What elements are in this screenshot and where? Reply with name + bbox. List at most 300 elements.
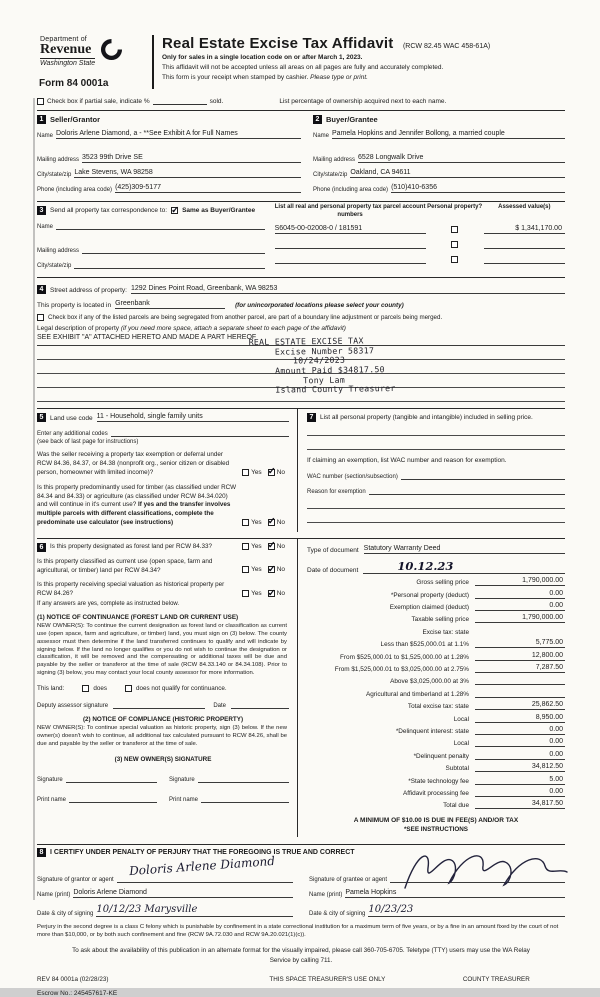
spacer [37, 230, 265, 239]
blank-line[interactable] [307, 509, 565, 523]
header-note-2: This affidavit will not be accepted unless all areas on all pages are fully and accurately completed. [162, 64, 444, 72]
fin-row-subtotal [307, 760, 565, 772]
reason-exemption-label: Reason for exemption [307, 489, 366, 496]
parcel-number-header: List all real and personal property tax parcel account numbers [274, 204, 426, 218]
personal-property-header: Personal property? [427, 204, 483, 211]
agency-name [40, 36, 95, 67]
legal-description-label: Legal description of property [37, 325, 121, 333]
financial-column [297, 539, 565, 837]
this-land-label: This land: [37, 684, 65, 692]
spacer [37, 139, 301, 148]
located-in-row [37, 300, 565, 309]
fin-label: From $1,525,000.01 to $3,025,000.00 at 2.75% [334, 666, 469, 673]
notice-2-title: (2) NOTICE OF COMPLIANCE (HISTORIC PROPERTY) [82, 715, 244, 723]
parcel-number-field[interactable] [275, 240, 426, 249]
if-yes-note: If any answers are yes, complete as instructed below. [37, 601, 180, 608]
personal-property-checkbox[interactable] [451, 226, 458, 233]
fin-value[interactable]: 0.00 [475, 788, 565, 797]
correspondence-name-row [37, 221, 265, 230]
buyer-city-field[interactable]: Oakland, CA 94611 [350, 169, 565, 178]
yes-label: Yes [251, 468, 262, 476]
seller-phone-label: Phone (including area code) [37, 187, 113, 194]
fin-value[interactable]: 5.00 [475, 776, 565, 785]
yes-label: Yes [251, 518, 262, 526]
ownership-percentage-note: List percentage of ownership acquired next to each name. [279, 98, 447, 105]
stamp-excise-number: Excise Number 58317 [274, 345, 375, 357]
fin-row-total-excise-state [307, 698, 565, 710]
fin-value[interactable]: 34,812.50 [475, 763, 565, 772]
fin-label: *Personal property (deduct) [390, 591, 469, 599]
land-use-code-field[interactable]: 11 - Household, single family units [97, 413, 289, 422]
fin-value[interactable]: 0.00 [475, 738, 565, 747]
historic-question: Is this property receiving special valuation as historical property per RCW 84.26? [37, 581, 225, 598]
owner-signature-1-field[interactable] [66, 774, 157, 783]
dor-swirl-icon [100, 38, 123, 61]
section-4 [37, 277, 565, 402]
escrow-number: Escrow No.: 245457617-KE [37, 989, 118, 997]
additional-codes-field[interactable] [111, 428, 289, 437]
fin-value[interactable]: 0.00 [475, 602, 565, 611]
fin-label: Exemption claimed (deduct) [389, 604, 469, 612]
seller-phone-row [37, 184, 301, 193]
personal-property-cell [426, 226, 484, 234]
located-in-field[interactable]: Greenbank [115, 300, 225, 309]
segregated-row [37, 314, 565, 321]
yes-label: Yes [251, 542, 262, 550]
fin-label: Less than $525,000.01 at 1.1% [380, 641, 469, 649]
fin-value[interactable]: 8,950.00 [475, 714, 565, 723]
fin-label: Local [453, 740, 469, 748]
section-1-number: 1 [37, 115, 46, 124]
deputy-date-label: Date [213, 702, 226, 709]
seller-city-row [37, 169, 301, 178]
buyer-mailing-label: Mailing address [313, 157, 356, 164]
fin-label: Total excise tax: state [407, 703, 469, 711]
fin-label: Gross selling price [416, 579, 469, 587]
partial-sale-percent-field[interactable] [153, 97, 207, 105]
timber-question-bold: If yes and the transfer involves multiple parcels with different classifications, complete the predominate use calculator (see instructions) [37, 501, 231, 527]
buyer-header [313, 115, 565, 124]
dor-logo [40, 36, 123, 67]
no-label: No [276, 468, 285, 476]
fin-label: *Delinquent penalty [413, 752, 469, 760]
forest-question-block [37, 543, 289, 552]
fin-row-affidavit-processing-fee [307, 785, 565, 797]
timber-question [37, 484, 242, 528]
seller-grantor-block [37, 113, 301, 193]
fin-row-exemption-claimed [307, 599, 565, 611]
fin-label: Taxable selling price [411, 616, 469, 624]
print-name-label: Print name [169, 796, 199, 803]
buyer-phone-field[interactable]: (510)410-6356 [391, 184, 565, 193]
fin-value[interactable]: 5,775.00 [475, 639, 565, 648]
fin-row-personal-property-deduct [307, 586, 565, 598]
historic-question-block [37, 581, 289, 599]
fin-label: Local [453, 715, 469, 723]
stamp-date: 10/24/2023 [292, 355, 346, 367]
buyer-city-label: City/state/zip [313, 172, 348, 179]
parcel-table [275, 204, 565, 269]
type-of-document-label: Type of document [307, 546, 359, 554]
correspondence-mailing-label: Mailing address [37, 248, 80, 255]
fin-value[interactable]: 0.00 [475, 751, 565, 760]
treasurer-space-label: THIS SPACE TREASURER'S USE ONLY [269, 975, 386, 983]
historic-no-checkbox[interactable] [268, 590, 275, 597]
notice-3-title: (3) NEW OWNER(S) SIGNATURE [114, 755, 212, 763]
reason-exemption-field[interactable] [369, 486, 565, 495]
timber-no-checkbox[interactable] [268, 519, 275, 526]
section-3-number: 3 [37, 206, 46, 215]
agency-line-1: Department of [40, 36, 87, 43]
date-of-document-row [307, 556, 565, 574]
correspondence-block [37, 204, 275, 269]
exemption-no-checkbox[interactable] [268, 469, 275, 476]
timber-question-block [37, 484, 289, 528]
partial-sale-checkbox[interactable] [37, 98, 44, 105]
section-8 [37, 844, 565, 917]
legal-description-note: (if you need more space, attach a separate sheet to each page of the affidavit) [120, 325, 346, 333]
personal-property-checkbox[interactable] [451, 241, 458, 248]
grantor-print-name-row [37, 889, 293, 898]
parcel-row [275, 249, 565, 264]
fin-row-delinquent-interest-state [307, 723, 565, 735]
current-use-question-block [37, 558, 289, 576]
stamp-amount-paid: Amount Paid $34817.50 [274, 364, 385, 376]
stamp-treasurer: Island County Treasurer [275, 383, 396, 396]
parcel-table-header [275, 204, 565, 219]
personal-property-cell [426, 256, 484, 264]
type-of-document-row [307, 545, 565, 554]
fin-value[interactable]: 25,862.50 [475, 701, 565, 710]
fin-row-total-excise-local [307, 710, 565, 722]
land-does-not-checkbox[interactable] [125, 685, 132, 692]
legal-description-field[interactable]: SEE EXHIBIT "A" ATTACHED HERETO AND MADE A PART HEREOF [37, 334, 565, 346]
same-as-buyer-label: Same as Buyer/Grantee [182, 207, 256, 215]
grantor-signature-handwriting: Doloris Arlene Diamond [128, 854, 276, 879]
blank-line[interactable] [307, 422, 565, 436]
wac-exemption-note: If claiming an exemption, list WAC number and reason for exemption. [307, 457, 507, 465]
timber-question-text: Is this property predominantly used for timber (as classified under RCW 84.34 and 84.33) or agriculture (as classified under RCW 84.34.020) and will continue in it's current use? [37, 483, 237, 509]
fin-row-excise-tax-state [307, 623, 565, 635]
partial-sale-label: Check box if partial sale, indicate % [47, 98, 150, 105]
assessed-value-field[interactable] [484, 240, 565, 249]
fin-row-total-due [307, 797, 565, 809]
fin-value[interactable]: 7,287.50 [475, 664, 565, 673]
correspondence-mailing-field[interactable] [82, 245, 265, 254]
yes-label: Yes [251, 590, 262, 598]
seller-city-label: City/state/zip [37, 172, 72, 179]
fin-row-tier-1 [307, 636, 565, 648]
land-does-not-label: does not qualify for continuance. [135, 684, 227, 692]
fin-row-tier-4 [307, 673, 565, 685]
wac-number-row [307, 471, 565, 480]
grantee-print-name-field[interactable]: Pamela Hopkins [345, 889, 565, 898]
fin-label: Agricultural and timberland at 1.28% [365, 690, 469, 698]
grantee-signature-label: Signature of grantee or agent [309, 877, 388, 884]
date-of-document-label: Date of document [307, 566, 359, 574]
fin-row-state-technology-fee [307, 772, 565, 784]
legal-description-label-row [37, 325, 565, 332]
no-label: No [276, 542, 285, 550]
signature-label: Signature [169, 776, 195, 783]
scan-artifact-line [33, 98, 35, 900]
bottom-row [37, 976, 565, 983]
grantee-signature-row [309, 866, 565, 883]
assessed-value-field[interactable]: $ 1,341,170.00 [484, 225, 565, 234]
grantor-date-field[interactable]: 10/12/23 Marysville [96, 904, 293, 917]
see-instructions-note: *SEE INSTRUCTIONS [403, 826, 469, 834]
form-number: Form 84 0001a [39, 78, 109, 89]
correspondence-city-field[interactable] [74, 260, 264, 269]
owner-signature-2-field[interactable] [198, 774, 289, 783]
section-7 [297, 409, 565, 532]
buyer-mailing-field[interactable]: 6528 Longwalk Drive [358, 154, 565, 163]
seller-city-field[interactable]: Lake Stevens, WA 98258 [74, 169, 301, 178]
header-note-3a: This form is your receipt when stamped by cashier. [162, 74, 311, 82]
assessed-value-header: Assessed value(s) [498, 204, 551, 211]
new-owner-print-row [37, 794, 289, 803]
forest-question: Is this property designated as forest land per RCW 84.33? [50, 542, 213, 550]
no-label: No [276, 566, 285, 574]
fin-label: Total due [443, 802, 469, 810]
correspondence-name-field[interactable] [56, 221, 265, 230]
form-title: Real Estate Excise Tax Affidavit [162, 35, 394, 52]
parties-section [37, 110, 565, 193]
county-treasurer-label: COUNTY TREASURER [462, 975, 530, 983]
notice-2-body: NEW OWNER(S): To continue special valuation as historic property, sign (3) below. If the new owner(s) doesn't wish to continue, all additional tax calculated pursuant to RCW 84.26, shall be due and payable by the seller or transferor at the time of sale. [37, 724, 287, 747]
grantee-date-label: Date & city of signing [309, 910, 366, 917]
form-header [37, 33, 565, 93]
form-content [37, 33, 565, 997]
owner-print-2 [169, 794, 289, 803]
current-use-yes-checkbox[interactable] [242, 566, 249, 573]
forest-yes-checkbox[interactable] [242, 543, 249, 550]
additional-codes-note: (see back of last page for instructions) [37, 439, 139, 446]
land-use-row [37, 413, 289, 422]
land-does-checkbox[interactable] [82, 685, 89, 692]
correspondence-name-label: Name [37, 224, 54, 231]
blank-line[interactable] [307, 495, 565, 509]
parcel-number-field[interactable] [275, 255, 426, 264]
seller-title: Seller/Grantor [50, 115, 101, 124]
signature-label: Signature [37, 776, 63, 783]
fin-label: From $525,000.01 to $1,525,000.00 at 1.28% [340, 653, 469, 661]
fin-value[interactable]: 0.00 [475, 590, 565, 599]
parcel-row [275, 234, 565, 249]
owner-print-1 [37, 794, 157, 803]
fin-value [475, 627, 565, 636]
same-as-buyer-checkbox[interactable] [171, 207, 178, 214]
section-6-number: 6 [37, 543, 46, 552]
seller-name-field[interactable]: Doloris Arlene Diamond, a - **See Exhibit A for Full Names [56, 130, 301, 139]
grantee-date-row [309, 904, 565, 917]
street-address-field[interactable]: 1292 Dines Point Road, Greenbank, WA 98253 [131, 285, 565, 294]
owner-signature-1 [37, 774, 157, 783]
exemption-question: Was the seller receiving a property tax exemption or deferral under RCW 84.36, 84.37, or 84.38 (nonprofit org., senior citizen or disabled person, homeowner with limited income)? [37, 451, 230, 476]
grantee-signature-block [309, 860, 565, 917]
timber-yes-no [242, 519, 289, 528]
type-of-document-field[interactable]: Statutory Warranty Deed [364, 545, 565, 554]
deputy-assessor-label: Deputy assessor signature [37, 702, 109, 709]
historic-yes-no [242, 590, 289, 599]
buyer-mailing-row [313, 154, 565, 163]
title-block [162, 35, 565, 83]
new-owner-signature-row [37, 774, 289, 783]
segregated-label: Check box if any of the listed parcels are being segregated from another parcel, are part of a boundary line adjustment or parcels being merged. [48, 314, 443, 322]
perjury-note: Perjury in the second degree is a class C felony which is punishable by confinement in a state correctional institution for a maximum term of five years, or by a fine in an amount fixed by the court of not more than $10,000, or by both such confinement and fine (RCW 9A.72.030 and RCW 9A.20.021(1)(c)). [37, 923, 559, 939]
fin-value[interactable]: 0.00 [475, 726, 565, 735]
legal-description-area [37, 334, 565, 402]
certification-text: I CERTIFY UNDER PENALTY OF PERJURY THAT THE FOREGOING IS TRUE AND CORRECT [50, 849, 355, 857]
historic-yes-checkbox[interactable] [242, 590, 249, 597]
personal-property-cell [426, 241, 484, 249]
grantor-signature-block [37, 854, 293, 917]
fin-label: Excise tax: state [422, 628, 469, 636]
correspondence-mailing-row [37, 245, 265, 254]
owner-signature-2 [169, 774, 289, 783]
this-land-row [37, 685, 289, 692]
grantor-signature-label: Signature of grantor or agent [37, 877, 114, 884]
personal-property-checkbox[interactable] [451, 256, 458, 263]
current-use-question: Is this property classified as current use (open space, farm and agricultural, or timber) land per RCW 84.34? [37, 557, 213, 574]
fin-row-tier-3 [307, 661, 565, 673]
correspondence-city-row [37, 260, 265, 269]
fin-label: Affidavit processing fee [403, 789, 469, 797]
fin-label: Above $3,025,000.00 at 3% [390, 678, 469, 686]
section-6-financial [37, 538, 565, 837]
fin-value[interactable] [475, 676, 565, 685]
wac-number-field[interactable] [401, 471, 565, 480]
land-use-label: Land use code [50, 415, 93, 423]
grantee-print-name-row [309, 889, 565, 898]
seller-mailing-field[interactable]: 3523 99th Drive SE [82, 154, 301, 163]
partial-sale-row [37, 97, 565, 105]
fin-row-delinquent-interest-local [307, 735, 565, 747]
personal-property-label: List all personal property (tangible and intangible) included in selling price. [320, 414, 533, 422]
personal-property-header-row [307, 413, 565, 422]
buyer-grantee-block [301, 113, 565, 193]
fin-row-tier-2 [307, 648, 565, 660]
header-note-1: Only for sales in a single location code on or after March 1, 2023. [162, 54, 363, 61]
fin-value[interactable]: 1,790,000.00 [475, 614, 565, 623]
fin-row-delinquent-penalty [307, 747, 565, 759]
correspondence-city-label: City/state/zip [37, 263, 72, 270]
parcel-number-field[interactable]: S6045-00-02008-0 / 181591 [275, 225, 426, 234]
header-note-3b: Please type or print. [310, 74, 368, 82]
seller-mailing-row [37, 154, 301, 163]
buyer-name-field[interactable]: Pamela Hopkins and Jennifer Bollong, a married couple [332, 130, 565, 139]
grantor-print-name-field[interactable]: Doloris Arlene Diamond [73, 889, 293, 898]
current-use-no-checkbox[interactable] [268, 566, 275, 573]
fin-row-agricultural-timberland [307, 685, 565, 697]
owner-print-2-field[interactable] [201, 794, 289, 803]
section-4-number: 4 [37, 285, 46, 294]
signature-grid [37, 854, 565, 917]
treasurer-stamp [249, 336, 396, 396]
assessed-value-field[interactable] [484, 255, 565, 264]
fin-label: Subtotal [445, 765, 469, 773]
date-of-document-field[interactable]: 10.12.23 [363, 560, 565, 574]
spacer [313, 139, 565, 148]
reason-exemption-row [307, 486, 565, 495]
seller-phone-field[interactable]: (425)309-5177 [115, 184, 301, 193]
fin-value[interactable]: 34,817.50 [475, 800, 565, 809]
yes-label: Yes [251, 566, 262, 574]
seller-header [37, 115, 301, 124]
additional-codes-row [37, 428, 289, 437]
section-5-7 [37, 408, 565, 532]
no-label: No [276, 590, 285, 598]
exemption-yes-no [242, 469, 289, 478]
grantee-print-name-label: Name (print) [309, 892, 343, 899]
wac-number-label: WAC number (section/subsection) [307, 474, 398, 481]
certification-header [37, 848, 565, 857]
header-note-3 [162, 73, 565, 83]
buyer-phone-label: Phone (including area code) [313, 187, 389, 194]
owner-print-1-field[interactable] [69, 794, 157, 803]
grantee-signature-field[interactable] [390, 874, 565, 883]
fin-value[interactable]: 1,790,000.00 [475, 577, 565, 586]
minimum-fee-note: A MINIMUM OF $10.00 IS DUE IN FEE(S) AND/OR TAX [353, 817, 519, 825]
agency-line-3: Washington State [40, 60, 96, 67]
grantor-signature-row [37, 854, 293, 884]
partial-sale-sold-label: sold. [209, 98, 224, 105]
buyer-name-label: Name [313, 133, 330, 140]
form-footer [37, 923, 565, 997]
street-address-row [37, 285, 565, 294]
header-divider [152, 35, 154, 89]
grantor-date-label: Date & city of signing [37, 910, 94, 917]
agency-line-2: Revenue [40, 42, 92, 57]
notice-1-title: (1) NOTICE OF CONTINUANCE (FOREST LAND OR CURRENT USE) [37, 614, 239, 622]
exemption-yes-checkbox[interactable] [242, 469, 249, 476]
grantee-date-field[interactable]: 10/23/23 [368, 904, 565, 917]
deputy-assessor-row [37, 701, 289, 709]
section-3 [37, 201, 565, 269]
print-name-label: Print name [37, 796, 67, 803]
buyer-phone-row [313, 184, 565, 193]
section-7-number: 7 [307, 413, 316, 422]
grantor-print-name-label: Name (print) [37, 892, 71, 899]
located-in-label: This property is located in [37, 302, 112, 310]
fin-row-gross-selling-price [307, 574, 565, 586]
rev-label: REV 84 0001a (02/28/23) [37, 975, 109, 983]
street-address-label: Street address of property: [50, 287, 127, 295]
fin-value[interactable] [475, 689, 565, 698]
correspondence-header [37, 206, 265, 215]
fin-label: *Delinquent interest: state [395, 727, 469, 735]
forest-no-checkbox[interactable] [268, 543, 275, 550]
additional-codes-label: Enter any additional codes [37, 431, 108, 438]
grantor-date-row [37, 904, 293, 917]
no-label: No [276, 518, 285, 526]
seller-name-label: Name [37, 133, 54, 140]
form-rcw: (RCW 82.45 WAC 458-61A) [402, 43, 491, 50]
deputy-date-field[interactable] [231, 701, 289, 709]
timber-yes-checkbox[interactable] [242, 519, 249, 526]
seller-name-row [37, 130, 301, 139]
blank-line[interactable] [307, 436, 565, 450]
fin-value[interactable]: 12,800.00 [475, 652, 565, 661]
fin-row-taxable-selling-price [307, 611, 565, 623]
notice-1-body: NEW OWNER(S): To continue the current designation as forest land or classification as current use (open space, farm and agriculture, or timber) land, you must sign on (3) below. The county assessor must then determine if the land transferred continues to qualify and will indicate by signing below. If the land no longer qualifies or you do not wish to continue the designation or classification, it will be removed and the compensating or additional taxes will be due and payable by the seller or transferor at the time of sale (RCW 84.33.140 or 84.34.108). Prior to signing (3) below, you may contact your local county assessor for more information. [37, 623, 287, 677]
correspondence-label: Send all property tax correspondence to: [50, 207, 168, 215]
deputy-assessor-signature-field[interactable] [113, 701, 205, 709]
parcel-row [275, 219, 565, 234]
segregated-checkbox[interactable] [37, 314, 44, 321]
stamp-title: REAL ESTATE EXCISE TAX [248, 335, 364, 348]
fin-label: *State technology fee [408, 777, 469, 785]
